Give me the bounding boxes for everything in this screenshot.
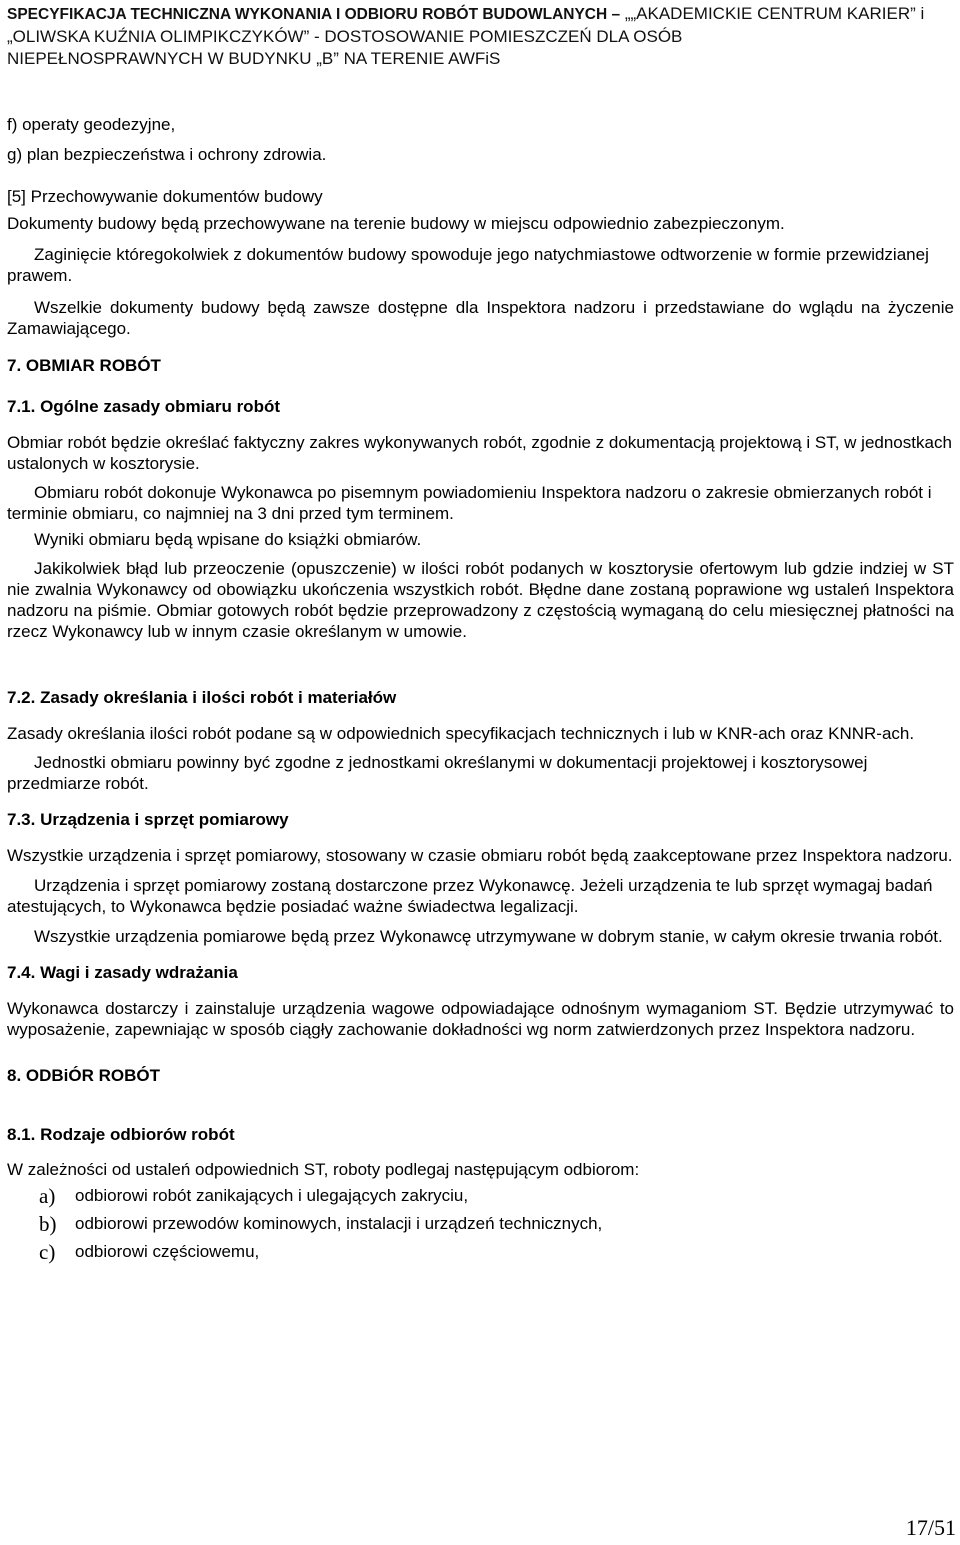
list-item-text: odbiorowi robót zanikających i ulegających zakryciu, (75, 1186, 469, 1205)
section-7-1-title: 7.1. Ogólne zasady obmiaru robót (7, 397, 280, 416)
section-7-1-paragraph-3: Wyniki obmiaru będą wpisane do książki obmiarów. (34, 530, 422, 549)
section-5-paragraph-3: Wszelkie dokumenty budowy będą zawsze dostępne dla Inspektora nadzoru i przedstawiane do wglądu na życzenie Zamawiającego. (7, 298, 954, 338)
list-item-text: odbiorowi częściowemu, (75, 1242, 260, 1261)
section-7-3-title: 7.3. Urządzenia i sprzęt pomiarowy (7, 810, 289, 829)
list-item (7, 1210, 954, 1238)
section-8-1-intro: W zależności od ustaleń odpowiednich ST, roboty podlegaj następującym odbiorom: (7, 1160, 640, 1179)
list-item-g: g) plan bezpieczeństwa i ochrony zdrowia. (7, 145, 327, 164)
inspection-types-list (7, 1182, 954, 1266)
page-number: 17/51 (905, 1515, 956, 1540)
section-7-3-paragraph-2: Urządzenia i sprzęt pomiarowy zostaną dostarczone przez Wykonawcę. Jeżeli urządzenia te lub sprzęt wymagaj badań atestujących, to Wykonawca będzie posiadać ważne świadectwa legalizacji. (7, 876, 933, 916)
section-7-3-paragraph-1: Wszystkie urządzenia i sprzęt pomiarowy, stosowany w czasie obmiaru robót będą zaakceptowane przez Inspektora nadzoru. (7, 846, 953, 865)
list-item-letter: b) (39, 1212, 57, 1236)
section-5-paragraph-2: Zaginięcie któregokolwiek z dokumentów budowy spowoduje jego natychmiastowe odtworzenie w formie przewidzianej prawem. (7, 245, 929, 285)
header-line-1 (7, 3, 954, 26)
section-7-3-paragraph-3: Wszystkie urządzenia pomiarowe będą przez Wykonawcę utrzymywane w dobrym stanie, w całym okresie trwania robót. (34, 927, 943, 946)
section-5-title: [5] Przechowywanie dokumentów budowy (7, 187, 323, 206)
list-item (7, 1182, 954, 1210)
list-item-letter: a) (39, 1184, 56, 1208)
list-item-text: odbiorowi przewodów kominowych, instalacji i urządzeń technicznych, (75, 1214, 603, 1233)
section-7-1-paragraph-2: Obmiaru robót dokonuje Wykonawca po pisemnym powiadomieniu Inspektora nadzoru o zakresie obmierzanych robót i terminie obmiaru, co najmniej na 3 dni przed tym terminem. (7, 483, 932, 523)
section-7-4-paragraph-1: Wykonawca dostarczy i zainstaluje urządzenia wagowe odpowiadające odnośnym wymaganiom ST. Będzie utrzymywać to wyposażenie, zapewniając w sposób ciągły zachowanie dokładności wg norm zatwierdzonych przez Inspektora nadzoru. (7, 999, 954, 1039)
section-7-title: 7. OBMIAR ROBÓT (7, 356, 161, 375)
list-item (7, 1238, 954, 1266)
section-7-2-paragraph-2: Jednostki obmiaru powinny być zgodne z jednostkami określanymi w dokumentacji projektowej i kosztorysowej przedmiarze robót. (7, 753, 868, 793)
header-bold-title: SPECYFIKACJA TECHNICZNA WYKONANIA I ODBIORU ROBÓT BUDOWLANYCH – (7, 6, 621, 23)
section-7-1-paragraph-1: Obmiar robót będzie określać faktyczny zakres wykonywanych robót, zgodnie z dokumentacją projektową i ST, w jednostkach ustalonych w kosztorysie. (7, 433, 952, 473)
section-8-title: 8. ODBiÓR ROBÓT (7, 1066, 161, 1085)
list-item-letter: c) (39, 1240, 56, 1264)
list-item-f: f) operaty geodezyjne, (7, 115, 176, 134)
section-7-1-paragraph-4: Jakikolwiek błąd lub przeoczenie (opuszczenie) w ilości robót podanych w kosztorysie ofertowym lub gdzie indziej w ST nie zwalnia Wykonawcy od obowiązku ukończenia wszystkich robót. Błędne dane zostaną poprawione wg ustaleń Inspektora nadzoru na piśmie. Obmiar gotowych robót będzie przeprowadzony z częstością wymaganą do celu miesięcznej płatności na rzecz Wykonawcy lub w innym czasie określanym w umowie. (7, 559, 954, 641)
header-line-3: NIEPEŁNOSPRAWNYCH W BUDYNKU „B” NA TERENIE AWFiS (7, 49, 501, 68)
section-7-2-paragraph-1: Zasady określania ilości robót podane są w odpowiednich specyfikacjach technicznych i lub w KNR-ach oraz KNNR-ach. (7, 724, 915, 743)
section-7-4-title: 7.4. Wagi i zasady wdrażania (7, 963, 238, 982)
section-7-2-title: 7.2. Zasady określania i ilości robót i materiałów (7, 688, 397, 707)
header-line-2: „OLIWSKA KUŹNIA OLIMPIKCZYKÓW” - DOSTOSOWANIE POMIESZCZEŃ DLA OSÓB (7, 27, 683, 46)
page-header (7, 0, 954, 70)
header-title-rest: „„AKADEMICKIE CENTRUM KARIER” i (620, 4, 925, 23)
section-5-paragraph-1: Dokumenty budowy będą przechowywane na terenie budowy w miejscu odpowiednio zabezpieczonym. (7, 214, 785, 233)
section-8-1-title: 8.1. Rodzaje odbiorów robót (7, 1125, 235, 1144)
